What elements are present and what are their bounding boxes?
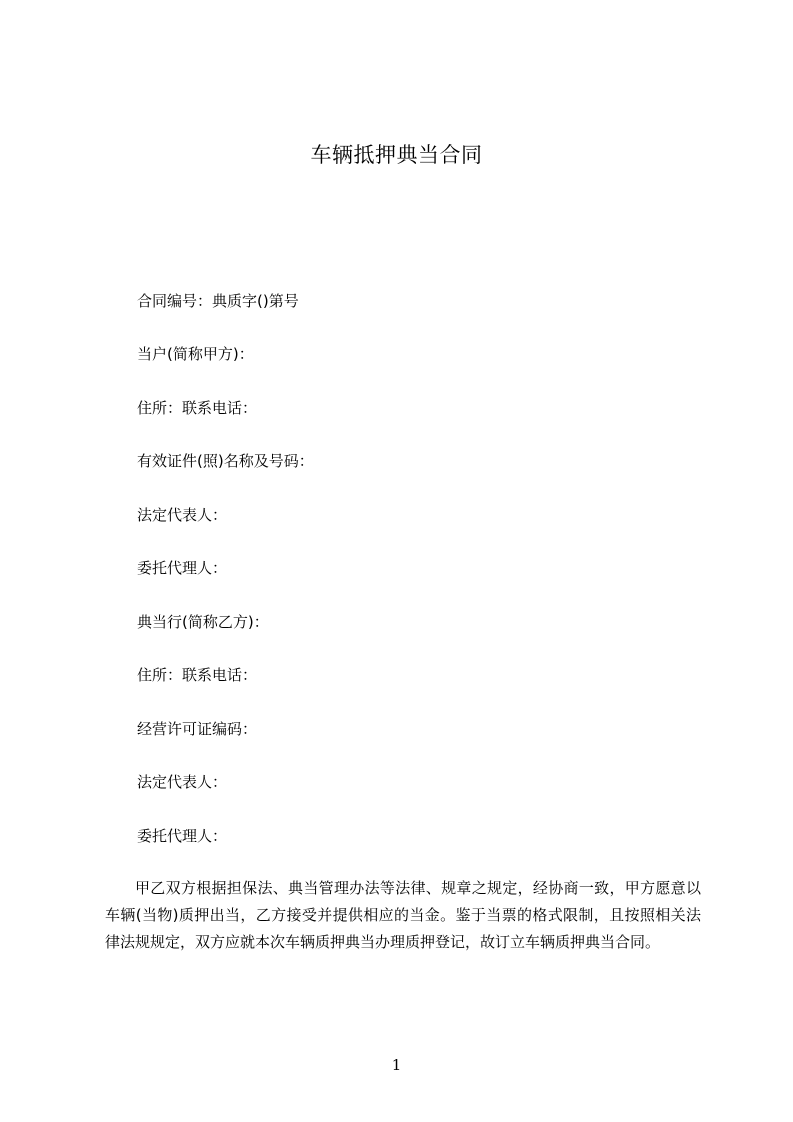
party-a-field: 当户(简称甲方)：: [137, 345, 254, 363]
party-a-id-field: 有效证件(照)名称及号码：: [137, 452, 314, 470]
page-number: 1: [391, 1056, 402, 1074]
party-a-agent-field: 委托代理人：: [137, 559, 228, 577]
party-a-address-field: 住所：联系电话：: [137, 399, 258, 417]
contract-number-field: 合同编号：典质字()第号: [137, 292, 299, 310]
preamble-paragraph: 甲乙双方根据担保法、典当管理办法等法律、规章之规定，经协商一致，甲方愿意以车辆(当物)质押出当，乙方接受并提供相应的当金。鉴于当票的格式限制，且按照相关法律法规规定，双方应就本次车辆质押典当办理质押登记，故订立车辆质押典当合同。: [105, 879, 701, 951]
party-b-address-field: 住所：联系电话：: [137, 666, 258, 684]
party-b-agent-field: 委托代理人：: [137, 827, 228, 845]
party-b-field: 典当行(简称乙方)：: [137, 613, 269, 631]
party-b-legal-rep-field: 法定代表人：: [137, 773, 228, 791]
party-a-legal-rep-field: 法定代表人：: [137, 506, 228, 524]
document-title: 车辆抵押典当合同: [310, 143, 483, 167]
business-license-field: 经营许可证编码：: [137, 720, 258, 738]
